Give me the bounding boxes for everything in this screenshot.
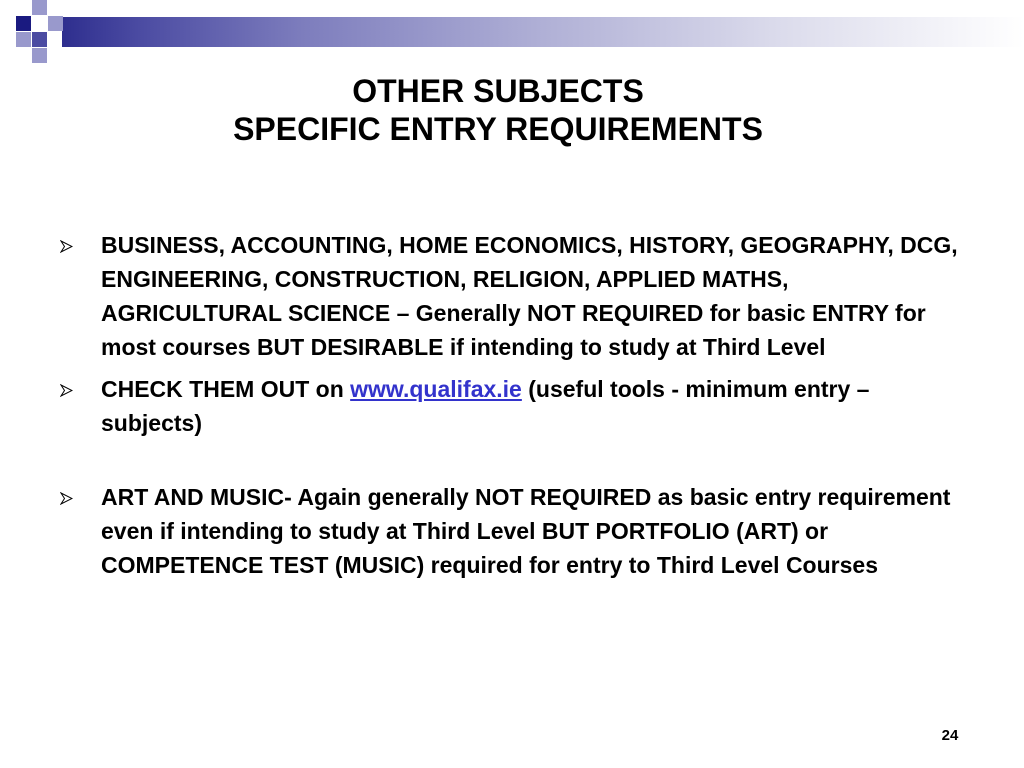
header-gradient-bar <box>62 17 1024 47</box>
bullet-text: BUSINESS, ACCOUNTING, HOME ECONOMICS, HISTORY, GEOGRAPHY, DCG, ENGINEERING, CONSTRUCTION, RELIGION, APPLIED MATHS, AGRICULTURAL SCIENCE – Generally NOT REQUIRED for basic ENTRY for most courses BUT DESIRABLE if intending to study at Third Level <box>101 232 958 360</box>
header-square-light <box>16 32 31 47</box>
slide-title-line-1: OTHER SUBJECTS <box>352 73 644 109</box>
bullet-text-after-link: (useful tools - minimum entry –subjects) <box>101 376 870 436</box>
header-decoration <box>0 0 1024 62</box>
bullet-text: ART AND MUSIC- Again generally NOT REQUIRED as basic entry requirement even if intending to study at Third Level BUT PORTFOLIO (ART) or COMPETENCE TEST (MUSIC) required for entry to Third Level Courses <box>101 484 951 578</box>
header-square-light <box>32 48 47 63</box>
bullet-list <box>0 228 1024 582</box>
arrowhead-bullet-icon <box>60 240 73 253</box>
page-number: 24 <box>941 727 959 744</box>
bullet-text <box>101 376 869 436</box>
bullet-text-before-link: CHECK THEM OUT on <box>101 376 351 402</box>
arrowhead-bullet-icon <box>60 384 73 397</box>
slide-title-line-2: SPECIFIC ENTRY REQUIREMENTS <box>233 111 763 147</box>
slide-title <box>0 72 996 148</box>
bullet-item-art-and-music <box>0 480 961 582</box>
bullet-item-check-them-out <box>0 372 961 440</box>
header-square-light <box>32 0 47 15</box>
header-square-mid <box>32 32 47 47</box>
header-square-light <box>48 16 63 31</box>
header-square-dark <box>16 16 31 31</box>
arrowhead-bullet-icon <box>60 492 73 505</box>
bullet-item-optional-subjects <box>0 228 961 364</box>
qualifax-link[interactable]: www.qualifax.ie <box>350 376 522 402</box>
